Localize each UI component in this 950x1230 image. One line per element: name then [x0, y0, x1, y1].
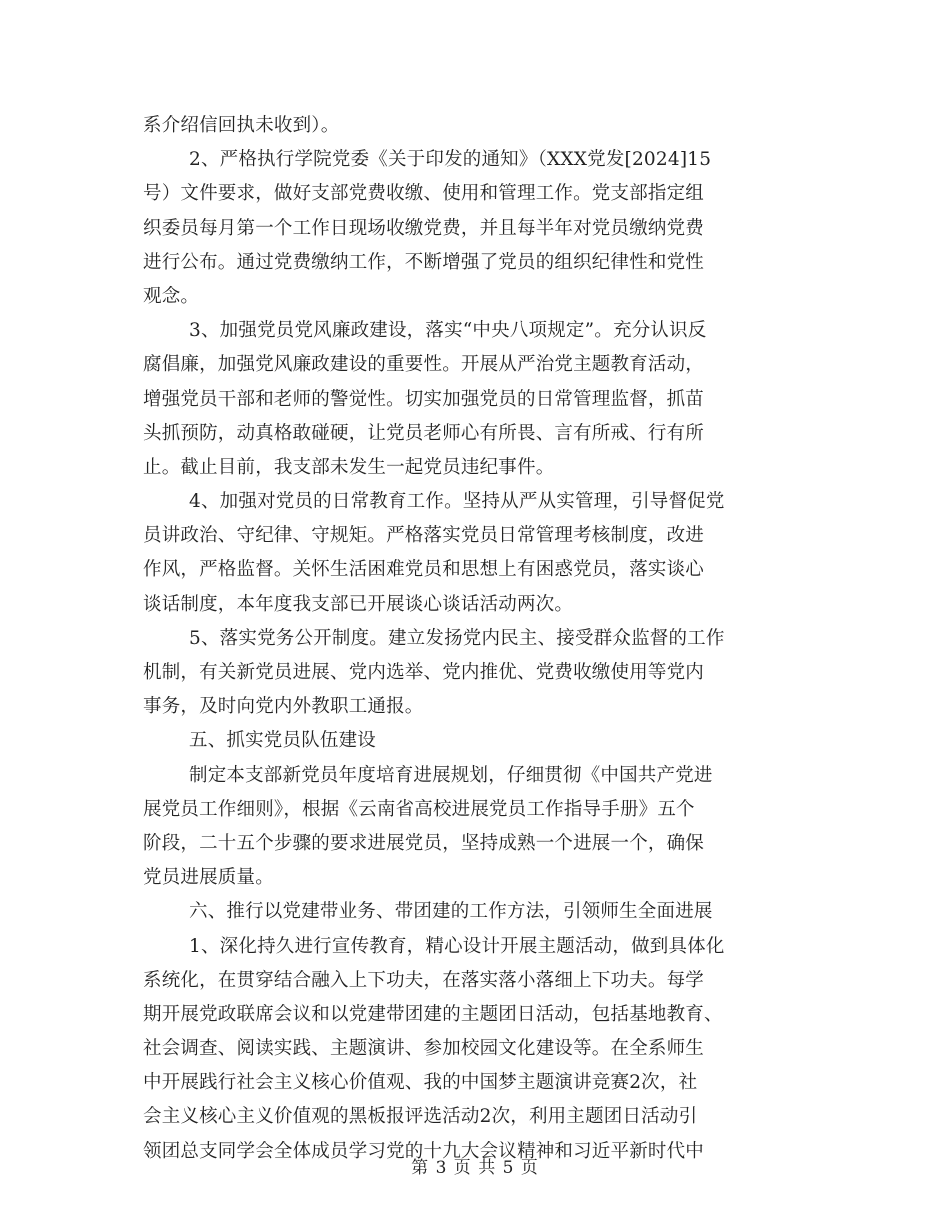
- text-line: 止。截止目前，我支部未发生一起党员违纪事件。: [143, 456, 555, 478]
- text-line: 展党员工作细则》，根据《云南省高校进展党员工作指导手册》五个: [143, 798, 695, 820]
- text-line: 六、推行以党建带业务、带团建的工作方法，引领师生全面进展: [189, 901, 713, 923]
- text-line: 系统化，在贯穿结合融入上下功夫，在落实落小落细上下功夫。每学: [143, 969, 705, 991]
- text-line: 领团总支同学会全体成员学习党的十九大会议精神和习近平新时代中: [143, 1140, 705, 1162]
- text-line: 谈话制度，本年度我支部已开展谈心谈话活动两次。: [143, 593, 574, 615]
- text-line: 2、严格执行学院党委《关于印发的通知》（XXX党发[2024]15: [189, 149, 712, 171]
- text-line: 党员进展质量。: [143, 867, 274, 889]
- text-line: 机制，有关新党员进展、党内选举、党内推优、党费收缴使用等党内: [143, 662, 705, 683]
- text-line: 阶段，二十五个步骤的要求进展党员，坚持成熟一个进展一个，确保: [143, 832, 705, 854]
- text-line: 社会调查、阅读实践、主题演讲、参加校园文化建设等。在全系师生: [143, 1038, 705, 1060]
- text-line: 系介绍信回执未收到）。: [143, 115, 340, 136]
- text-line: 织委员每月第一个工作日现场收缴党费，并且每半年对党员缴纳党费: [143, 217, 705, 239]
- text-line: 作风，严格监督。关怀生活困难党员和思想上有困惑党员，落实谈心: [143, 559, 705, 581]
- text-line: 3、加强党员党风廉政建设，落实“中央八项规定”。充分认识反: [189, 320, 707, 342]
- text-line: 员讲政治、守纪律、守规矩。严格落实党员日常管理考核制度，改进: [143, 525, 705, 547]
- text-line: 腐倡廉，加强党风廉政建设的重要性。开展从严治党主题教育活动，: [143, 354, 705, 376]
- text-line: 期开展党政联席会议和以党建带团建的主题团日活动，包括基地教育、: [143, 1003, 723, 1025]
- text-line: 进行公布。通过党费缴纳工作，不断增强了党员的组织纪律性和党性: [143, 251, 705, 273]
- text-line: 制定本支部新党员年度培育进展规划，仔细贯彻《中国共产党进: [189, 764, 713, 786]
- text-line: 增强党员干部和老师的警觉性。切实加强党员的日常管理监督，抓苗: [143, 388, 705, 410]
- text-line: 号）文件要求，做好支部党费收缴、使用和管理工作。党支部指定组: [143, 183, 705, 205]
- text-line: 观念。: [143, 285, 200, 307]
- text-line: 中开展践行社会主义核心价值观、我的中国梦主题演讲竞赛2次，社: [143, 1072, 698, 1094]
- text-line: 头抓预防，动真格敢碰硬，让党员老师心有所畏、言有所戒、行有所: [143, 422, 705, 444]
- text-line: 4、加强对党员的日常教育工作。坚持从严从实管理，引导督促党: [189, 491, 725, 513]
- document-body: [143, 109, 807, 1169]
- page-number-footer: 第 3 页 共 5 页: [411, 1158, 539, 1178]
- text-line: 会主义核心主义价值观的黑板报评选活动2次，利用主题团日活动引: [143, 1106, 698, 1128]
- text-line: 5、落实党务公开制度。建立发扬党内民主、接受群众监督的工作: [189, 627, 725, 649]
- text-line: 1、深化持久进行宣传教育，精心设计开展主题活动，做到具体化: [189, 935, 725, 957]
- text-line: 事务，及时向党内外教职工通报。: [143, 696, 424, 718]
- text-line: 五、抓实党员队伍建设: [189, 730, 377, 752]
